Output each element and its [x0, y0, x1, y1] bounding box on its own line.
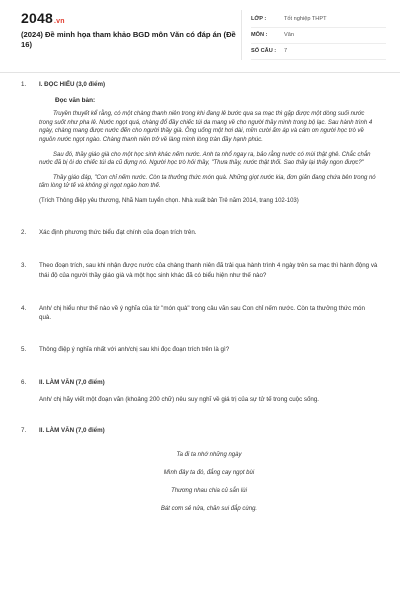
meta-row-count — [251, 44, 386, 60]
poem-line: Mình đây ta đó, đắng cay ngọt bùi — [163, 469, 255, 476]
question-number: 6. — [21, 378, 27, 386]
header-separator — [0, 72, 400, 73]
question-number: 4. — [21, 304, 27, 312]
question-3 — [0, 261, 400, 280]
meta-label: LỚP : — [251, 16, 267, 22]
poem-line: Bát cơm sẻ nửa, chăn sui đắp cùng. — [160, 505, 258, 512]
logo-sub: .vn — [53, 18, 65, 25]
question-2 — [0, 228, 400, 237]
poem-line: Thương nhau chia củ sắn lùi — [171, 487, 247, 494]
question-text: Anh/ chị hiểu như thế nào về ý nghĩa của từ "món quà" trong câu văn sau Con chỉ nếm nước. Còn ta thưởng thức món quà. — [39, 304, 365, 322]
meta-label: SỐ CÂU : — [251, 48, 277, 54]
page-header — [0, 0, 400, 64]
question-text: Theo đoạn trích, sau khi nhận được nước của chàng thanh niên đã trải qua hành trình 4 ngày trên sa mạc thì hành động và thái độ của người thầy giáo già và một học sinh khác đã có biểu hiện như thế nào? — [39, 262, 378, 279]
section-heading: II. LÀM VĂN (7,0 điểm) — [39, 378, 105, 386]
meta-value: 7 — [284, 48, 288, 54]
meta-table — [251, 12, 386, 60]
meta-row-subject — [251, 28, 386, 44]
section-heading: II. LÀM VĂN (7,0 điểm) — [39, 427, 105, 435]
passage-paragraph: Sau đó, thầy giáo già cho một học sinh khác nếm nước. Anh ta nhổ ngay ra, bảo rằng nước có mùi thật ghê. Chắc chắn nước đã bị ôi do chiếc túi da cũ đựng nó. Người học trò hỏi thầy, "Thưa thầy, nước thật thối. Sao thầy lại thấy ngon được?" — [39, 151, 371, 167]
question-number: 7. — [21, 427, 27, 435]
passage-paragraph: Thầy giáo đáp, "Con chỉ nếm nước. Còn ta thưởng thức món quà. Những giọt nước kia, đơn giản đang chứa bên trong nó tấm lòng tử tế và không gì ngọt ngào hơn thế. — [39, 174, 376, 190]
poem-block — [0, 446, 400, 518]
question-number: 1. — [21, 81, 27, 88]
poem-line: Ta đi ta nhớ những ngày — [176, 451, 242, 458]
question-text: Xác định phương thức biểu đạt chính của đoạn trích trên. — [39, 229, 197, 237]
logo-main: 2048 — [21, 10, 53, 26]
reading-subhead: Đọc văn bản: — [55, 97, 96, 105]
question-number: 2. — [21, 229, 27, 237]
site-logo[interactable] — [21, 10, 65, 26]
section-heading: I. ĐỌC HIỂU (3,0 điểm) — [39, 81, 106, 88]
header-divider — [241, 10, 242, 60]
question-number: 5. — [21, 345, 27, 353]
question-text: Anh/ chị hãy viết một đoạn văn (khoảng 200 chữ) nêu suy nghĩ về giá trị của sự tử tế trong cuộc sống. — [39, 396, 320, 404]
passage-citation: (Trích Thông điệp yêu thương, Nhã Nam tuyển chọn. Nhà xuất bản Trẻ năm 2014, trang 102-103) — [39, 198, 299, 205]
meta-value: Tốt nghiệp THPT — [284, 16, 327, 22]
question-text: Thông điệp ý nghĩa nhất với anh/chị sau khi đọc đoạn trích trên là gì? — [39, 345, 230, 353]
questions-content — [0, 78, 400, 518]
question-1 — [0, 80, 400, 89]
question-6-text — [0, 395, 400, 404]
document-title: (2024) Đề minh họa tham khảo BGD môn Văn có đáp án (Đề 16) — [21, 30, 236, 49]
question-number: 3. — [21, 262, 27, 270]
meta-label: MÔN : — [251, 32, 268, 38]
passage-paragraph: Truyền thuyết kể rằng, có một chàng thanh niên trong khi đang lê bước qua sa mạc thì gặp được một dòng suối nước trong suốt như pha lê. Nước ngọt quá, chàng đổ đầy chiếc túi da mang về cho người thầy mình trong bộ lạc. Sau hành trình 4 ngày, chàng mang được nước đến cho người thầy già. Ông uống một hơi dài, mỉm cười ấm áp và cám ơn người học trò về nguồn nước ngọt ngào. Chàng thanh niên trở về làng mình lòng tràn đầy hạnh phúc. — [39, 111, 373, 144]
question-5 — [0, 345, 400, 354]
meta-value: Văn — [284, 32, 294, 38]
question-6 — [0, 378, 400, 387]
meta-row-class — [251, 12, 386, 28]
question-4 — [0, 304, 400, 323]
question-7 — [0, 426, 400, 435]
